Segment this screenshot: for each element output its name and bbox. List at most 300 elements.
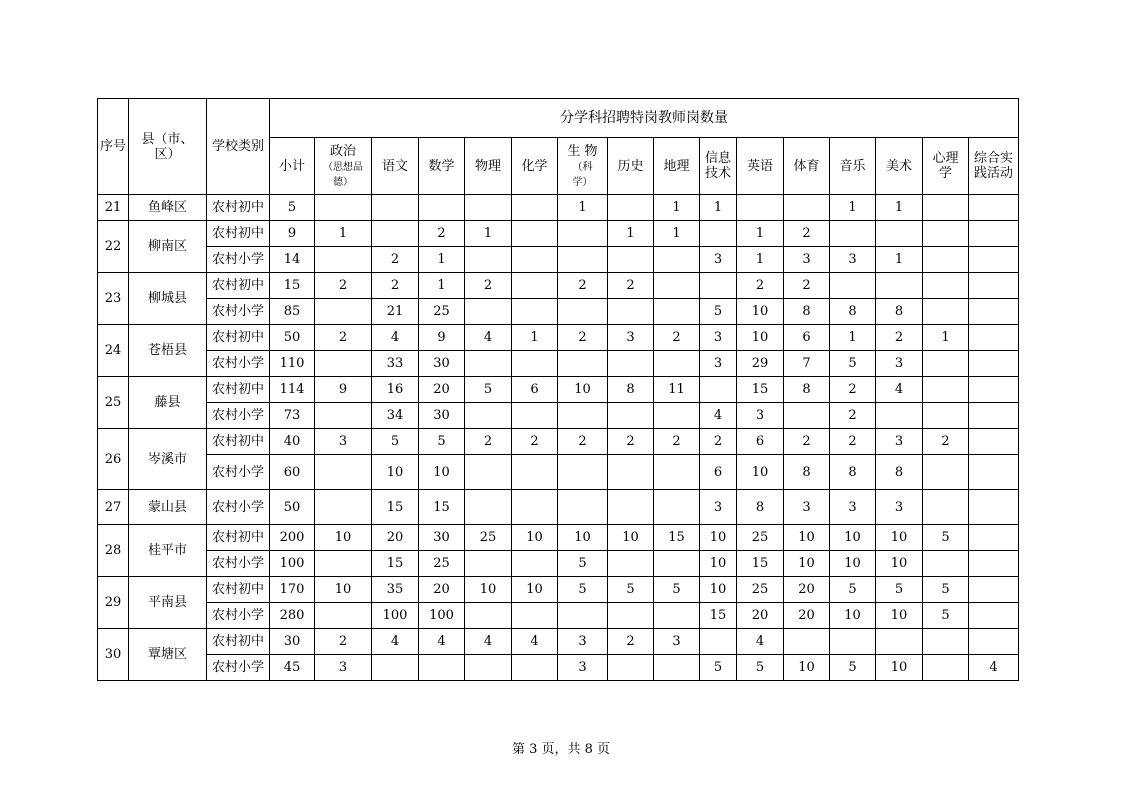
- value-cell: 10: [465, 577, 512, 603]
- value-cell: [969, 577, 1019, 603]
- value-cell: [608, 603, 654, 629]
- header-county: [129, 99, 207, 195]
- serial-cell: 29: [98, 577, 129, 629]
- value-cell: [558, 299, 608, 325]
- value-cell: [608, 351, 654, 377]
- county-cell: 桂平市: [129, 525, 207, 577]
- value-cell: 15: [419, 490, 465, 525]
- school-type-cell: 农村小学: [207, 655, 270, 681]
- value-cell: 10: [830, 603, 876, 629]
- value-cell: 8: [784, 455, 830, 490]
- value-cell: [465, 403, 512, 429]
- value-cell: 4: [969, 655, 1019, 681]
- value-cell: 2: [372, 247, 419, 273]
- value-cell: [608, 299, 654, 325]
- value-cell: 50: [270, 490, 315, 525]
- value-cell: 20: [372, 525, 419, 551]
- table-row: [98, 325, 1019, 351]
- value-cell: [923, 351, 969, 377]
- value-cell: 2: [315, 629, 372, 655]
- table-row: [98, 351, 1019, 377]
- value-cell: 8: [784, 299, 830, 325]
- value-cell: 3: [700, 351, 737, 377]
- value-cell: 15: [372, 490, 419, 525]
- value-cell: [512, 195, 558, 221]
- header-chemistry: 化学: [512, 138, 558, 195]
- value-cell: 10: [876, 551, 923, 577]
- value-cell: 1: [876, 195, 923, 221]
- value-cell: 10: [558, 377, 608, 403]
- table-row: [98, 551, 1019, 577]
- header-politics-line2: （思想品: [323, 161, 363, 173]
- header-history: 历史: [608, 138, 654, 195]
- value-cell: [465, 603, 512, 629]
- value-cell: 1: [654, 195, 700, 221]
- header-practice-line1: 综合实: [973, 151, 1013, 166]
- value-cell: 4: [512, 629, 558, 655]
- header-psych-line1: 心理: [932, 151, 959, 166]
- value-cell: 3: [700, 490, 737, 525]
- value-cell: 5: [923, 577, 969, 603]
- value-cell: 5: [923, 603, 969, 629]
- value-cell: 1: [419, 247, 465, 273]
- value-cell: 9: [419, 325, 465, 351]
- value-cell: 3: [876, 351, 923, 377]
- value-cell: 34: [372, 403, 419, 429]
- value-cell: 10: [876, 525, 923, 551]
- value-cell: 2: [608, 629, 654, 655]
- value-cell: [654, 351, 700, 377]
- value-cell: [465, 551, 512, 577]
- value-cell: 1: [558, 195, 608, 221]
- value-cell: 2: [654, 429, 700, 455]
- value-cell: [608, 490, 654, 525]
- value-cell: [512, 247, 558, 273]
- value-cell: [876, 629, 923, 655]
- value-cell: 30: [419, 351, 465, 377]
- header-serial: 序号: [98, 99, 129, 195]
- school-type-cell: 农村小学: [207, 299, 270, 325]
- value-cell: [558, 221, 608, 247]
- value-cell: 10: [315, 525, 372, 551]
- value-cell: 8: [830, 455, 876, 490]
- serial-cell: 27: [98, 490, 129, 525]
- value-cell: 2: [465, 429, 512, 455]
- serial-cell: 22: [98, 221, 129, 273]
- value-cell: [923, 490, 969, 525]
- value-cell: [372, 195, 419, 221]
- value-cell: 3: [876, 490, 923, 525]
- value-cell: 1: [737, 221, 784, 247]
- value-cell: 2: [315, 325, 372, 351]
- value-cell: 3: [558, 629, 608, 655]
- value-cell: 5: [465, 377, 512, 403]
- header-biology: [558, 138, 608, 195]
- value-cell: [700, 273, 737, 299]
- header-physics: 物理: [465, 138, 512, 195]
- header-music: 音乐: [830, 138, 876, 195]
- value-cell: 1: [419, 273, 465, 299]
- value-cell: 1: [876, 247, 923, 273]
- value-cell: [512, 221, 558, 247]
- value-cell: 2: [784, 221, 830, 247]
- value-cell: [737, 195, 784, 221]
- value-cell: 3: [700, 325, 737, 351]
- value-cell: [969, 603, 1019, 629]
- value-cell: 114: [270, 377, 315, 403]
- table-row: [98, 299, 1019, 325]
- value-cell: [315, 490, 372, 525]
- header-subtotal: 小计: [270, 138, 315, 195]
- value-cell: [969, 455, 1019, 490]
- value-cell: 10: [737, 299, 784, 325]
- serial-cell: 24: [98, 325, 129, 377]
- value-cell: [558, 403, 608, 429]
- school-type-cell: 农村初中: [207, 525, 270, 551]
- table-row: [98, 629, 1019, 655]
- value-cell: 2: [315, 273, 372, 299]
- value-cell: 10: [700, 577, 737, 603]
- value-cell: 30: [419, 403, 465, 429]
- value-cell: 9: [270, 221, 315, 247]
- value-cell: 280: [270, 603, 315, 629]
- value-cell: 5: [419, 429, 465, 455]
- value-cell: [372, 655, 419, 681]
- value-cell: 4: [876, 377, 923, 403]
- value-cell: [512, 551, 558, 577]
- serial-cell: 28: [98, 525, 129, 577]
- value-cell: 10: [512, 525, 558, 551]
- value-cell: 10: [700, 551, 737, 577]
- value-cell: 110: [270, 351, 315, 377]
- value-cell: [465, 247, 512, 273]
- value-cell: 5: [558, 577, 608, 603]
- value-cell: 100: [372, 603, 419, 629]
- header-chinese: 语文: [372, 138, 419, 195]
- header-politics-line1: 政治: [329, 143, 356, 159]
- value-cell: [315, 403, 372, 429]
- value-cell: 2: [876, 325, 923, 351]
- value-cell: 85: [270, 299, 315, 325]
- value-cell: 4: [465, 325, 512, 351]
- value-cell: 2: [737, 273, 784, 299]
- value-cell: [969, 377, 1019, 403]
- value-cell: 1: [608, 221, 654, 247]
- value-cell: [784, 403, 830, 429]
- value-cell: 3: [737, 403, 784, 429]
- value-cell: 21: [372, 299, 419, 325]
- school-type-cell: 农村初中: [207, 629, 270, 655]
- value-cell: [923, 629, 969, 655]
- county-cell: 蒙山县: [129, 490, 207, 525]
- value-cell: 15: [654, 525, 700, 551]
- value-cell: 6: [512, 377, 558, 403]
- value-cell: 1: [830, 325, 876, 351]
- value-cell: [465, 195, 512, 221]
- value-cell: 33: [372, 351, 419, 377]
- value-cell: [512, 403, 558, 429]
- value-cell: [969, 221, 1019, 247]
- header-county-line2: 区）: [154, 146, 181, 162]
- value-cell: [372, 221, 419, 247]
- header-group-title: 分学科招聘特岗教师岗数量: [270, 99, 1019, 138]
- value-cell: 6: [784, 325, 830, 351]
- value-cell: [923, 273, 969, 299]
- header-row-1: [98, 99, 1019, 138]
- value-cell: 10: [737, 325, 784, 351]
- page-footer: 第 3 页，共 8 页: [511, 742, 611, 757]
- header-county-line1: 县（市、: [141, 131, 194, 147]
- county-cell: 柳南区: [129, 221, 207, 273]
- table-row: [98, 429, 1019, 455]
- value-cell: [969, 195, 1019, 221]
- header-school-type: 学校类别: [207, 99, 270, 195]
- value-cell: [512, 655, 558, 681]
- header-biology-line3: 学）: [572, 176, 593, 188]
- value-cell: 25: [737, 577, 784, 603]
- value-cell: [315, 551, 372, 577]
- value-cell: 5: [830, 351, 876, 377]
- header-art: 美术: [876, 138, 923, 195]
- value-cell: 10: [608, 525, 654, 551]
- value-cell: [419, 655, 465, 681]
- value-cell: [558, 490, 608, 525]
- value-cell: 6: [737, 429, 784, 455]
- value-cell: 8: [876, 455, 923, 490]
- value-cell: 20: [737, 603, 784, 629]
- value-cell: 1: [737, 247, 784, 273]
- value-cell: 10: [315, 577, 372, 603]
- table-row: [98, 603, 1019, 629]
- serial-cell: 23: [98, 273, 129, 325]
- value-cell: [654, 247, 700, 273]
- value-cell: 5: [608, 577, 654, 603]
- value-cell: 16: [372, 377, 419, 403]
- value-cell: 29: [737, 351, 784, 377]
- value-cell: 20: [784, 577, 830, 603]
- value-cell: 1: [654, 221, 700, 247]
- value-cell: [876, 273, 923, 299]
- value-cell: 15: [372, 551, 419, 577]
- value-cell: 20: [419, 377, 465, 403]
- value-cell: 20: [419, 577, 465, 603]
- value-cell: 35: [372, 577, 419, 603]
- value-cell: 10: [876, 603, 923, 629]
- value-cell: 2: [465, 273, 512, 299]
- value-cell: 10: [512, 577, 558, 603]
- value-cell: 3: [784, 247, 830, 273]
- value-cell: 60: [270, 455, 315, 490]
- value-cell: 2: [558, 429, 608, 455]
- value-cell: 200: [270, 525, 315, 551]
- value-cell: [830, 629, 876, 655]
- header-practice: [969, 138, 1019, 195]
- header-it-line1: 信息: [704, 151, 731, 166]
- value-cell: [876, 221, 923, 247]
- school-type-cell: 农村小学: [207, 247, 270, 273]
- value-cell: 2: [608, 273, 654, 299]
- value-cell: 5: [270, 195, 315, 221]
- header-practice-line2: 践活动: [973, 166, 1013, 181]
- school-type-cell: 农村初中: [207, 325, 270, 351]
- value-cell: [969, 629, 1019, 655]
- value-cell: [608, 195, 654, 221]
- header-math: 数学: [419, 138, 465, 195]
- value-cell: 73: [270, 403, 315, 429]
- value-cell: 2: [654, 325, 700, 351]
- serial-cell: 25: [98, 377, 129, 429]
- header-geography: 地理: [654, 138, 700, 195]
- value-cell: 10: [700, 525, 737, 551]
- value-cell: [512, 455, 558, 490]
- value-cell: [558, 351, 608, 377]
- table-row: [98, 577, 1019, 603]
- county-cell: 覃塘区: [129, 629, 207, 681]
- value-cell: [465, 655, 512, 681]
- value-cell: 1: [315, 221, 372, 247]
- value-cell: 5: [830, 655, 876, 681]
- value-cell: [315, 195, 372, 221]
- value-cell: 5: [876, 577, 923, 603]
- school-type-cell: 农村小学: [207, 351, 270, 377]
- school-type-cell: 农村小学: [207, 403, 270, 429]
- value-cell: [923, 455, 969, 490]
- school-type-cell: 农村初中: [207, 221, 270, 247]
- header-biology-line2: （科: [572, 161, 593, 173]
- value-cell: 8: [784, 377, 830, 403]
- table-row: [98, 525, 1019, 551]
- value-cell: 2: [608, 429, 654, 455]
- value-cell: 10: [830, 551, 876, 577]
- value-cell: 3: [876, 429, 923, 455]
- value-cell: 3: [830, 247, 876, 273]
- value-cell: [315, 351, 372, 377]
- value-cell: 25: [465, 525, 512, 551]
- serial-cell: 30: [98, 629, 129, 681]
- value-cell: [558, 247, 608, 273]
- value-cell: 11: [654, 377, 700, 403]
- value-cell: [419, 195, 465, 221]
- school-type-cell: 农村初中: [207, 577, 270, 603]
- school-type-cell: 农村初中: [207, 273, 270, 299]
- value-cell: 10: [784, 551, 830, 577]
- value-cell: 15: [700, 603, 737, 629]
- value-cell: [654, 551, 700, 577]
- value-cell: [608, 455, 654, 490]
- county-cell: 藤县: [129, 377, 207, 429]
- value-cell: 100: [270, 551, 315, 577]
- value-cell: 10: [784, 655, 830, 681]
- value-cell: [923, 655, 969, 681]
- header-politics: [315, 138, 372, 195]
- county-cell: 苍梧县: [129, 325, 207, 377]
- value-cell: [315, 299, 372, 325]
- school-type-cell: 农村小学: [207, 455, 270, 490]
- value-cell: 25: [737, 525, 784, 551]
- value-cell: 14: [270, 247, 315, 273]
- school-type-cell: 农村小学: [207, 490, 270, 525]
- value-cell: 15: [737, 377, 784, 403]
- value-cell: 4: [372, 325, 419, 351]
- value-cell: [512, 273, 558, 299]
- value-cell: 1: [512, 325, 558, 351]
- value-cell: 10: [372, 455, 419, 490]
- value-cell: [608, 655, 654, 681]
- value-cell: 4: [372, 629, 419, 655]
- value-cell: 5: [558, 551, 608, 577]
- value-cell: 3: [654, 629, 700, 655]
- value-cell: [923, 551, 969, 577]
- value-cell: 10: [876, 655, 923, 681]
- value-cell: [654, 273, 700, 299]
- value-cell: 5: [700, 655, 737, 681]
- quota-table-body: [98, 99, 1019, 681]
- value-cell: [654, 655, 700, 681]
- value-cell: [654, 455, 700, 490]
- value-cell: [465, 455, 512, 490]
- header-english: 英语: [737, 138, 784, 195]
- value-cell: 4: [419, 629, 465, 655]
- value-cell: 30: [419, 525, 465, 551]
- value-cell: 10: [558, 525, 608, 551]
- value-cell: 5: [372, 429, 419, 455]
- table-row: [98, 655, 1019, 681]
- value-cell: 5: [654, 577, 700, 603]
- school-type-cell: 农村初中: [207, 377, 270, 403]
- value-cell: [969, 351, 1019, 377]
- county-cell: 岑溪市: [129, 429, 207, 490]
- value-cell: [654, 299, 700, 325]
- value-cell: [512, 490, 558, 525]
- table-row: [98, 273, 1019, 299]
- value-cell: 3: [315, 655, 372, 681]
- value-cell: 1: [700, 195, 737, 221]
- value-cell: 2: [784, 273, 830, 299]
- value-cell: 3: [784, 490, 830, 525]
- header-pe: 体育: [784, 138, 830, 195]
- value-cell: 2: [558, 325, 608, 351]
- value-cell: [969, 551, 1019, 577]
- serial-cell: 21: [98, 195, 129, 221]
- value-cell: [784, 629, 830, 655]
- value-cell: 10: [419, 455, 465, 490]
- value-cell: 6: [700, 455, 737, 490]
- value-cell: 5: [923, 525, 969, 551]
- value-cell: 1: [465, 221, 512, 247]
- serial-cell: 26: [98, 429, 129, 490]
- value-cell: 2: [372, 273, 419, 299]
- value-cell: 30: [270, 629, 315, 655]
- value-cell: 2: [558, 273, 608, 299]
- county-cell: 平南县: [129, 577, 207, 629]
- value-cell: 8: [737, 490, 784, 525]
- value-cell: 50: [270, 325, 315, 351]
- table-row: [98, 195, 1019, 221]
- table-row: [98, 221, 1019, 247]
- value-cell: 2: [830, 377, 876, 403]
- value-cell: [969, 403, 1019, 429]
- value-cell: 3: [558, 655, 608, 681]
- value-cell: 2: [830, 403, 876, 429]
- value-cell: [969, 490, 1019, 525]
- value-cell: [558, 455, 608, 490]
- table-row: [98, 403, 1019, 429]
- value-cell: [512, 351, 558, 377]
- value-cell: [700, 221, 737, 247]
- value-cell: [465, 299, 512, 325]
- value-cell: [969, 325, 1019, 351]
- value-cell: 4: [465, 629, 512, 655]
